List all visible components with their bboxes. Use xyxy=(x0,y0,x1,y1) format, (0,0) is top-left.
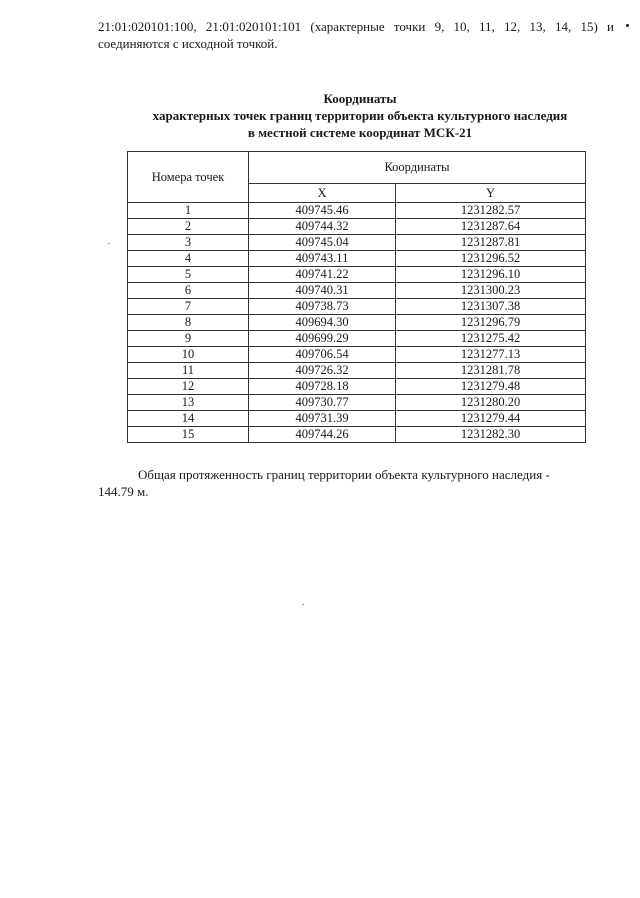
table-row xyxy=(128,395,586,411)
table-row xyxy=(128,283,586,299)
y-coordinate-cell: 1231281.78 xyxy=(396,363,586,379)
point-number-cell: 10 xyxy=(128,347,249,363)
summary-line-2: 144.79 м. xyxy=(98,484,149,499)
y-coordinate-cell: 1231277.13 xyxy=(396,347,586,363)
y-coordinate-cell: 1231279.48 xyxy=(396,379,586,395)
heading-line-1: Координаты xyxy=(323,91,397,106)
point-number-cell: 8 xyxy=(128,315,249,331)
y-coordinate-cell: 1231300.23 xyxy=(396,283,586,299)
y-coordinate-cell: 1231280.20 xyxy=(396,395,586,411)
point-number-cell: 12 xyxy=(128,379,249,395)
table-row xyxy=(128,331,586,347)
y-coordinate-cell: 1231279.44 xyxy=(396,411,586,427)
table-row xyxy=(128,251,586,267)
point-number-cell: 7 xyxy=(128,299,249,315)
y-coordinate-cell: 1231282.30 xyxy=(396,427,586,443)
column-header-coordinates: Координаты xyxy=(249,152,586,184)
coordinates-table-body xyxy=(128,203,586,443)
point-number-cell: 1 xyxy=(128,203,249,219)
x-coordinate-cell: 409726.32 xyxy=(249,363,396,379)
table-row xyxy=(128,347,586,363)
column-header-x: X xyxy=(249,184,396,203)
x-coordinate-cell: 409730.77 xyxy=(249,395,396,411)
y-coordinate-cell: 1231287.64 xyxy=(396,219,586,235)
column-header-points: Номера точек xyxy=(128,152,249,203)
coordinates-table xyxy=(127,151,586,443)
heading-line-3: в местной системе координат МСК-21 xyxy=(247,125,473,140)
y-coordinate-cell: 1231275.42 xyxy=(396,331,586,347)
x-coordinate-cell: 409699.29 xyxy=(249,331,396,347)
table-row xyxy=(128,235,586,251)
x-coordinate-cell: 409706.54 xyxy=(249,347,396,363)
table-row xyxy=(128,411,586,427)
point-number-cell: 15 xyxy=(128,427,249,443)
table-heading xyxy=(120,90,600,141)
point-number-cell: 5 xyxy=(128,267,249,283)
intro-paragraph xyxy=(98,18,614,52)
x-coordinate-cell: 409694.30 xyxy=(249,315,396,331)
x-coordinate-cell: 409745.46 xyxy=(249,203,396,219)
point-number-cell: 11 xyxy=(128,363,249,379)
table-row xyxy=(128,203,586,219)
x-coordinate-cell: 409741.22 xyxy=(249,267,396,283)
x-coordinate-cell: 409744.26 xyxy=(249,427,396,443)
y-coordinate-cell: 1231296.52 xyxy=(396,251,586,267)
y-coordinate-cell: 1231282.57 xyxy=(396,203,586,219)
point-number-cell: 3 xyxy=(128,235,249,251)
column-header-y: Y xyxy=(396,184,586,203)
y-coordinate-cell: 1231296.10 xyxy=(396,267,586,283)
table-row xyxy=(128,427,586,443)
x-coordinate-cell: 409740.31 xyxy=(249,283,396,299)
summary-paragraph xyxy=(98,466,586,500)
x-coordinate-cell: 409744.32 xyxy=(249,219,396,235)
y-coordinate-cell: 1231287.81 xyxy=(396,235,586,251)
intro-line-1: 21:01:020101:100, 21:01:020101:101 (характерные точки 9, 10, 11, 12, 13, 14, 15) и xyxy=(98,19,614,34)
x-coordinate-cell: 409738.73 xyxy=(249,299,396,315)
point-number-cell: 6 xyxy=(128,283,249,299)
summary-line-1: Общая протяженность границ территории объекта культурного наследия - xyxy=(138,467,550,482)
scan-speck xyxy=(302,604,304,605)
x-coordinate-cell: 409731.39 xyxy=(249,411,396,427)
point-number-cell: 9 xyxy=(128,331,249,347)
intro-line-2: соединяются с исходной точкой. xyxy=(98,36,278,51)
y-coordinate-cell: 1231296.79 xyxy=(396,315,586,331)
table-row xyxy=(128,315,586,331)
point-number-cell: 14 xyxy=(128,411,249,427)
heading-line-2: характерных точек границ территории объекта культурного наследия xyxy=(152,108,568,123)
table-row xyxy=(128,379,586,395)
scan-speck xyxy=(108,243,110,244)
y-coordinate-cell: 1231307.38 xyxy=(396,299,586,315)
x-coordinate-cell: 409745.04 xyxy=(249,235,396,251)
x-coordinate-cell: 409743.11 xyxy=(249,251,396,267)
table-row xyxy=(128,267,586,283)
table-row xyxy=(128,363,586,379)
margin-dot xyxy=(626,24,629,27)
point-number-cell: 13 xyxy=(128,395,249,411)
point-number-cell: 2 xyxy=(128,219,249,235)
x-coordinate-cell: 409728.18 xyxy=(249,379,396,395)
table-row xyxy=(128,219,586,235)
point-number-cell: 4 xyxy=(128,251,249,267)
table-row xyxy=(128,299,586,315)
